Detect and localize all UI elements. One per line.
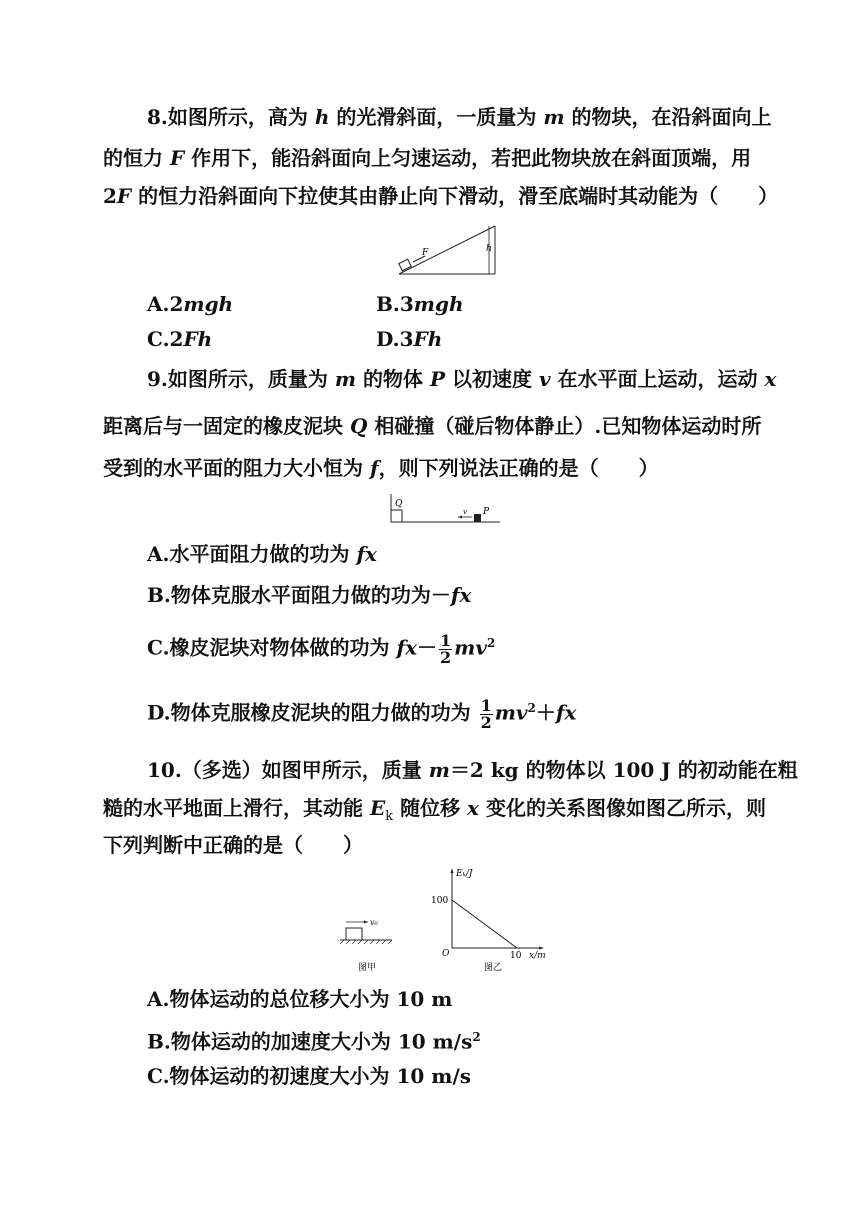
q8-line-2: 的恒力 F 作用下，能沿斜面向上匀速运动，若把此物块放在斜面顶端，用 bbox=[103, 146, 752, 170]
collision-diagram bbox=[388, 492, 504, 526]
q9-line-1: 9.如图所示，质量为 m 的物体 P 以初速度 v 在水平面上运动，运动 x bbox=[147, 367, 777, 391]
q8-line-3: 2F 的恒力沿斜面向下拉使其由静止向下滑动，滑至底端时其动能为（ ） bbox=[103, 184, 779, 208]
v0-label: v₀ bbox=[370, 918, 378, 927]
origin-label: O bbox=[442, 949, 450, 959]
object-label: P bbox=[483, 507, 490, 517]
y-axis-label: Eₖ/J bbox=[456, 869, 473, 879]
fraction: $\frac{1}{2}$ bbox=[480, 695, 492, 732]
q8-option-c: C.2Fh bbox=[147, 327, 213, 351]
clay-block-q bbox=[391, 510, 402, 522]
q9-option-b: B.物体克服水平面阻力做的功为－fx bbox=[147, 583, 472, 607]
q8-line-1: 8.如图所示，高为 h 的光滑斜面，一质量为 m 的物块，在沿斜面向上 bbox=[147, 105, 772, 129]
q8-option-d: D.3Fh bbox=[376, 327, 443, 351]
fraction: $\frac{1}{2}$ bbox=[440, 630, 452, 667]
velocity-label: v bbox=[463, 508, 467, 516]
caption-yi: 图乙 bbox=[484, 963, 503, 973]
force-label: F bbox=[422, 248, 429, 258]
q8-option-a: A.2mgh bbox=[147, 292, 234, 316]
x-tick-10: 10 bbox=[510, 951, 522, 961]
figure-yi-ek-x-chart bbox=[426, 864, 556, 976]
caption-jia: 图甲 bbox=[358, 963, 377, 973]
q9-line-3: 受到的水平面的阻力大小恒为 f，则下列说法正确的是（ ） bbox=[103, 456, 659, 480]
q9-line-2: 距离后与一固定的橡皮泥块 Q 相碰撞（碰后物体静止）.已知物体运动时所 bbox=[103, 414, 762, 438]
figure-jia bbox=[338, 910, 398, 974]
incline-diagram bbox=[395, 218, 505, 280]
height-label: h bbox=[486, 244, 492, 254]
q9-option-c: C.橡皮泥块对物体做的功为 fx－ $\frac{1}{2}$ $mv^2$ bbox=[147, 630, 496, 667]
q9-option-a: A.水平面阻力做的功为 fx bbox=[147, 542, 377, 566]
q10-option-a: A.物体运动的总位移大小为 10 m bbox=[147, 987, 453, 1011]
y-tick-100: 100 bbox=[431, 896, 449, 906]
q10-line-2: 糙的水平地面上滑行，其动能 $E_k$ 随位移 x 变化的关系图像如图乙所示，则 bbox=[103, 796, 766, 824]
ek-line bbox=[452, 900, 517, 948]
q9-option-d: D.物体克服橡皮泥块的阻力做的功为 $\frac{1}{2}$ $mv^2+fx$ bbox=[147, 695, 577, 732]
q10-line-3: 下列判断中正确的是（ ） bbox=[103, 833, 363, 857]
q10-option-b: B.物体运动的加速度大小为 10 $m/s^2$ bbox=[147, 1029, 481, 1054]
x-axis-label: x/m bbox=[529, 951, 546, 961]
sliding-block bbox=[346, 928, 362, 940]
object-p bbox=[474, 514, 481, 522]
q10-option-c: C.物体运动的初速度大小为 10 m/s bbox=[147, 1064, 472, 1088]
q8-option-b: B.3mgh bbox=[376, 292, 464, 316]
clay-label: Q bbox=[395, 499, 403, 509]
q10-line-1: 10.（多选）如图甲所示，质量 m＝2 kg 的物体以 100 J 的初动能在粗 bbox=[147, 758, 798, 782]
